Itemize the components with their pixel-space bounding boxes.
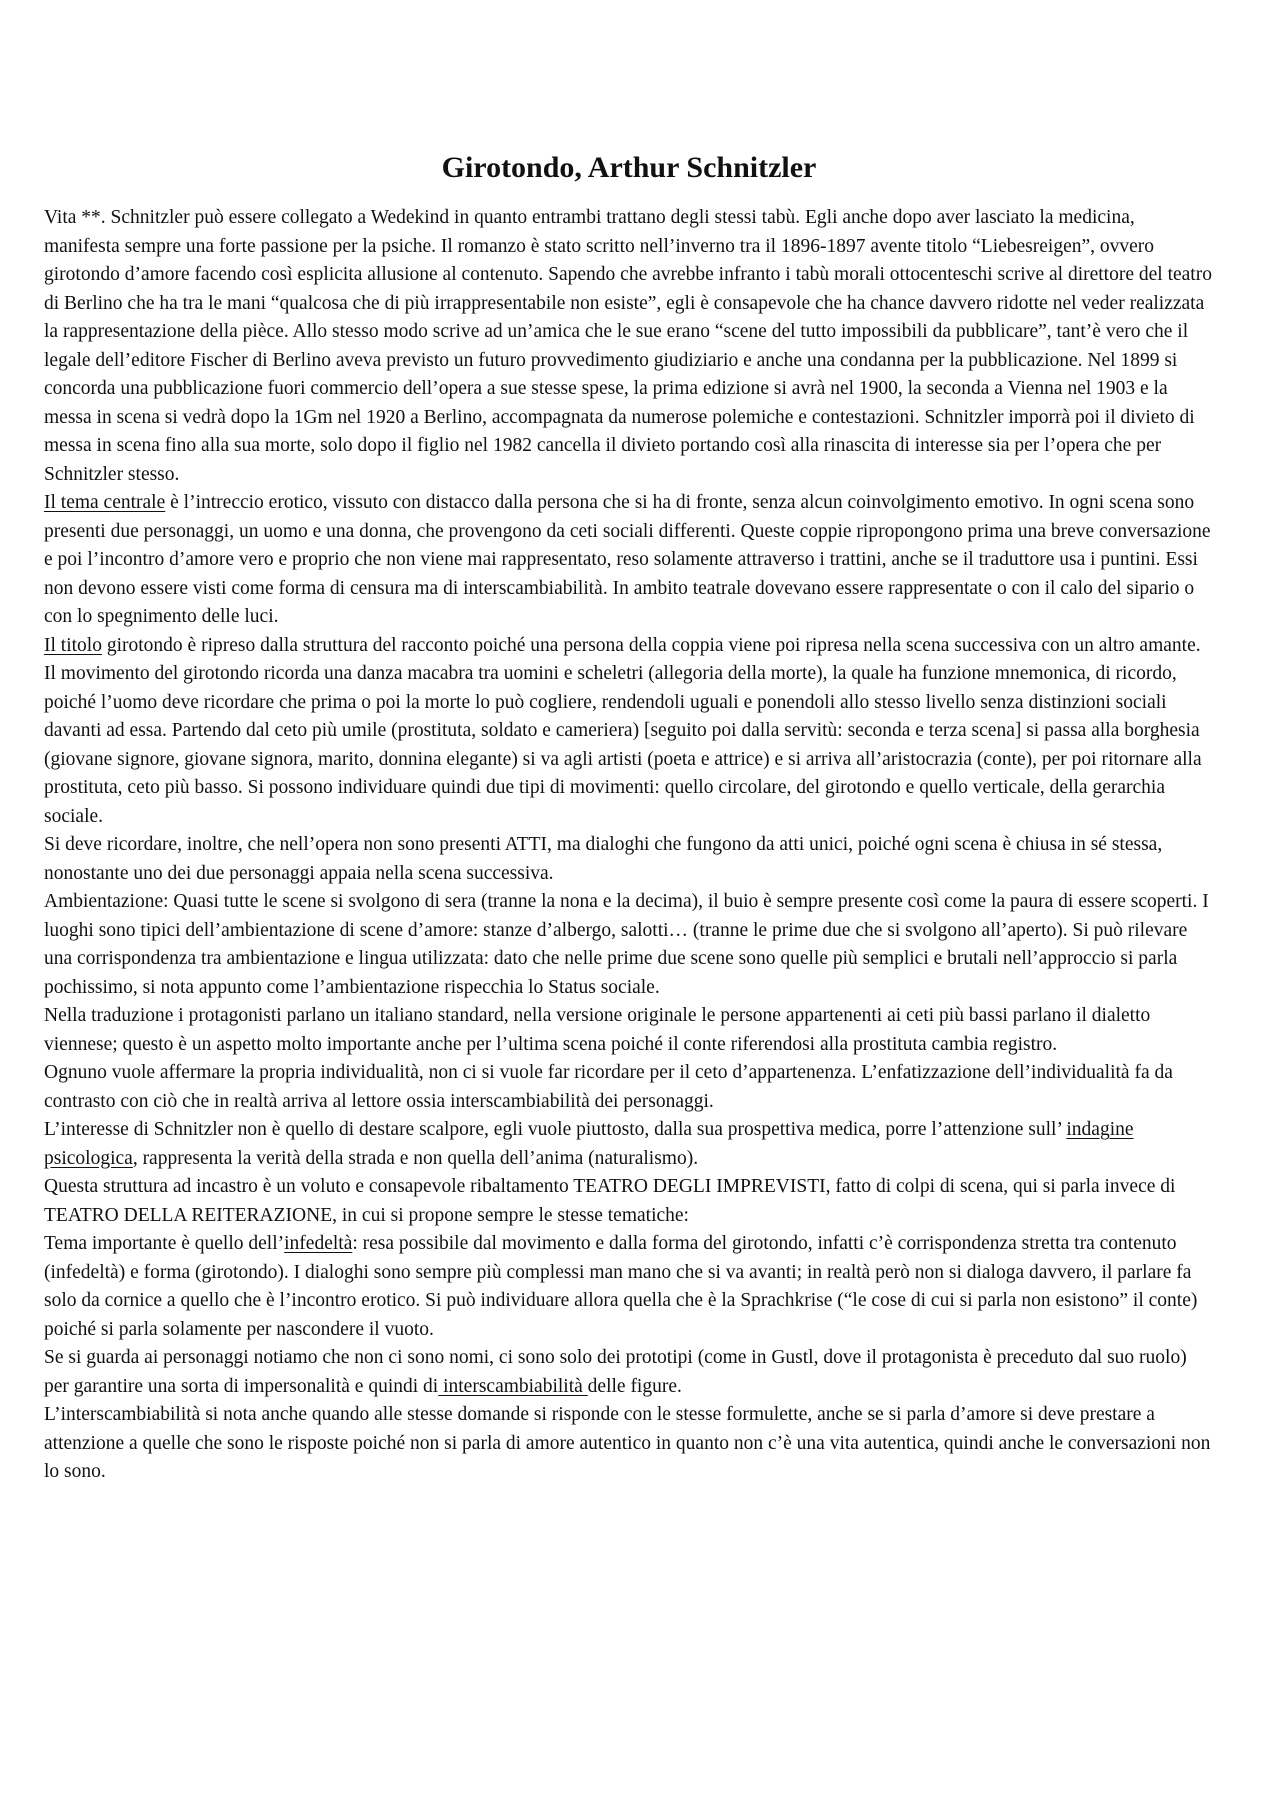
document-body (44, 204, 1214, 1487)
paragraph (44, 632, 1214, 832)
paragraph (44, 204, 1214, 489)
underlined-phrase: Il titolo (44, 634, 102, 656)
paragraph-text: Nella traduzione i protagonisti parlano un italiano standard, nella versione originale le persone appartenenti ai ceti più bassi parlano il dialetto viennese; questo è un aspetto molto importante anche per l’ultima scena poiché il conte riferendosi alla prostituta cambia registro. (44, 1005, 1151, 1055)
paragraph-text: girotondo è ripreso dalla struttura del racconto poiché una persona della coppia viene poi ripresa nella scena successiva con un altro amante. Il movimento del girotondo ricorda una danza macabra tra uomini e scheletri (allegoria della morte), la quale ha funzione mnemonica, di ricordo, poiché l’uomo deve ricordare che prima o poi la morte lo può cogliere, rendendoli uguali e ponendoli allo stesso livello senza distinzioni sociali davanti ad essa. Partendo dal ceto più umile (prostituta, soldato e cameriera) [seguito poi dalla servitù: seconda e terza scena] si passa alla borghesia (giovane signore, giovane signora, marito, donnina elegante) si va agli artisti (poeta e attrice) e si arriva all’aristocrazia (conte), per poi ritornare alla prostituta, ceto più basso. Si possono individuare quindi due tipi di movimenti: quello circolare, del girotondo e quello verticale, della gerarchia sociale. (44, 634, 1202, 827)
paragraph (44, 489, 1214, 632)
underlined-phrase: Il tema centrale (44, 492, 166, 513)
paragraph-text: , rappresenta la verità della strada e non quella dell’anima (naturalismo). (132, 1147, 699, 1169)
paragraph-text: L’interesse di Schnitzler non è quello di destare scalpore, egli vuole piuttosto, dalla sua prospettiva medica, porre l’attenzione sull’ (44, 1119, 1067, 1140)
paragraph (44, 1230, 1214, 1344)
paragraph-text: Vita **. Schnitzler può essere collegato a Wedekind in quanto entrambi trattano degli stessi tabù. Egli anche dopo aver lasciato la medicina, manifesta sempre una forte passione per la psiche. Il romanzo è stato scritto nell’inverno tra il 1896-1897 avente titolo “Liebesreigen”, ovvero girotondo d’amore facendo così esplicita allusione al contenuto. Sapendo che avrebbe infranto i tabù morali ottocenteschi scrive al direttore del teatro di Berlino che ha tra le mani “qualcosa che di più irrappresentabile non esiste”, egli è consapevole che ha chance davvero ridotte nel veder realizzata la rappresentazione della pièce. Allo stesso modo scrive ad un’amica che le sue erano “scene del tutto impossibili da pubblicare”, tant’è vero che il legale dell’editore Fischer di Berlino aveva previsto un futuro provvedimento giudiziario e anche una condanna per la pubblicazione. Nel 1899 si concorda una pubblicazione fuori commercio dell’opera a sue stesse spese, la prima edizione si avrà nel 1900, la seconda a Vienna nel 1903 e la messa in scena si vedrà dopo la 1Gm nel 1920 a Berlino, accompagnata da numerose polemiche e contestazioni. Schnitzler imporrà poi il divieto di messa in scena fino alla sua morte, solo dopo il figlio nel 1982 cancella il divieto portando così alla rinascita di interesse sia per l’opera che per Schnitzler stesso. (44, 207, 1212, 485)
paragraph-text: L’interscambiabilità si nota anche quando alle stesse domande si risponde con le stesse formulette, anche se si parla d’amore si deve prestare a attenzione a quelle che sono le risposte poiché non si parla di amore autentico in quanto non c’è una vita autentica, quindi anche le conversazioni non lo sono. (44, 1404, 1211, 1482)
paragraph (44, 1002, 1214, 1059)
underlined-phrase: infedeltà (284, 1233, 353, 1254)
paragraph-text: è l’intreccio erotico, vissuto con distacco dalla persona che si ha di fronte, senza alcun coinvolgimento emotivo. In ogni scena sono presenti due personaggi, un uomo e una donna, che provengono da ceti sociali differenti. Queste coppie ripropongono prima una breve conversazione e poi l’incontro d’amore vero e proprio che non viene mai rappresentato, reso solamente attraverso i trattini, anche se il traduttore usa i puntini. Essi non devono essere visti come forma di censura ma di interscambiabilità. In ambito teatrale dovevano essere rappresentate o con il calo del sipario o con lo spegnimento delle luci. (44, 492, 1211, 627)
paragraph-text: delle figure. (587, 1375, 682, 1397)
paragraph (44, 1059, 1214, 1116)
paragraph-text: Tema importante è quello dell’ (44, 1233, 285, 1254)
paragraph-text: Si deve ricordare, inoltre, che nell’opera non sono presenti ATTI, ma dialoghi che fungono da atti unici, poiché ogni scena è chiusa in sé stessa, nonostante uno dei due personaggi appaia nella scena successiva. (44, 834, 1163, 884)
underlined-phrase: indagine psicologica (44, 1119, 1134, 1169)
paragraph-text: : resa possibile dal movimento e dalla forma del girotondo, infatti c’è corrispondenza stretta tra contenuto (infedeltà) e forma (girotondo). I dialoghi sono sempre più complessi man mano che si va avanti; in realtà però non si dialoga davvero, il parlare fa solo da cornice a quello che è l’incontro erotico. Si può individuare allora quella che è la Sprachkrise (“le cose di cui si parla non esistono” il conte) poiché si parla solamente per nascondere il vuoto. (44, 1233, 1198, 1340)
paragraph (44, 1401, 1214, 1487)
paragraph (44, 1173, 1214, 1230)
document-title: Girotondo, Arthur Schnitzler (441, 151, 817, 184)
paragraph (44, 1116, 1214, 1173)
paragraph-text: Ognuno vuole affermare la propria individualità, non ci si vuole far ricordare per il ceto d’appartenenza. L’enfatizzazione dell’individualità fa da contrasto con ciò che in realtà arriva al lettore ossia interscambiabilità dei personaggi. (44, 1062, 1173, 1112)
paragraph-text: Ambientazione: Quasi tutte le scene si svolgono di sera (tranne la nona e la decima), il buio è sempre presente così come la paura di essere scoperti. I luoghi sono tipici dell’ambientazione di scene d’amore: stanze d’albergo, salotti… (tranne le prime due che si svolgono all’aperto). Si può rilevare una corrispondenza tra ambientazione e lingua utilizzata: dato che nelle prime due scene sono quelle più semplici e brutali nell’approccio si parla pochissimo, si nota appunto come l’ambientazione rispecchia lo Status sociale. (44, 891, 1209, 998)
paragraph-text: Se si guarda ai personaggi notiamo che non ci sono nomi, ci sono solo dei prototipi (come in Gustl, dove il protagonista è preceduto dal suo ruolo) per garantire una sorta di impersonalità e quindi di (44, 1347, 1187, 1397)
document-page (44, 150, 1214, 1487)
underlined-phrase: interscambiabilità (438, 1375, 588, 1397)
paragraph-text: Questa struttura ad incastro è un voluto e consapevole ribaltamento TEATRO DEGLI IMPREVISTI, fatto di colpi di scena, qui si parla invece di TEATRO DELLA REITERAZIONE, in cui si propone sempre le stesse tematiche: (44, 1176, 1176, 1226)
paragraph (44, 831, 1214, 888)
paragraph (44, 1344, 1214, 1401)
paragraph (44, 888, 1214, 1002)
